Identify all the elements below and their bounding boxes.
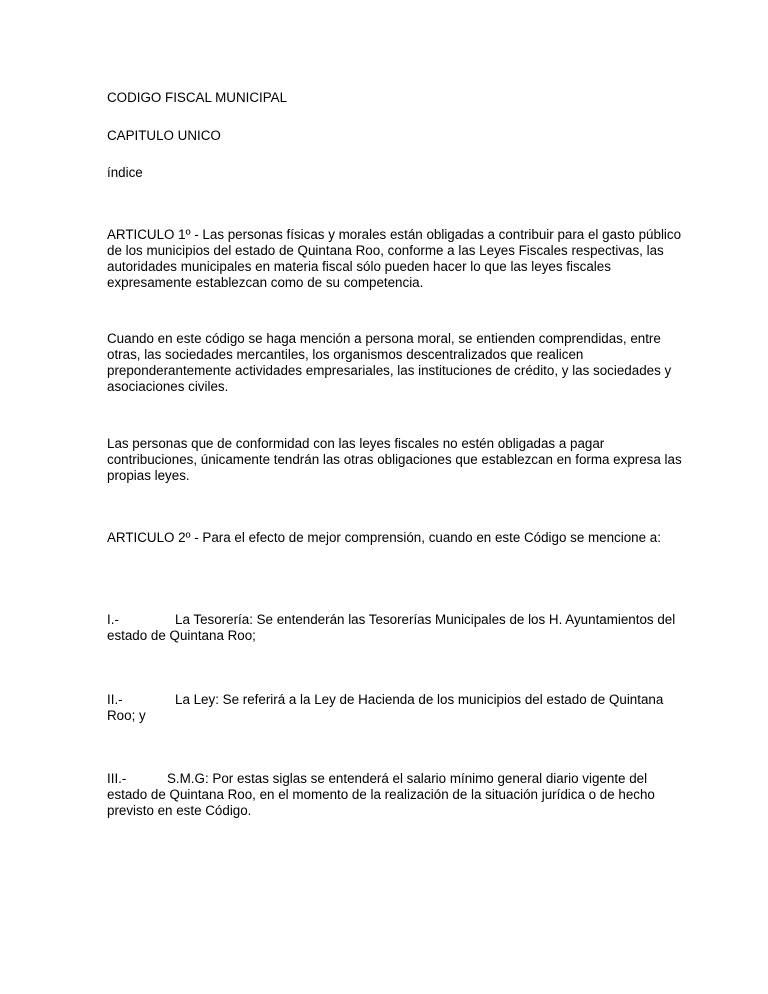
paragraph-article-2: ARTICULO 2º - Para el efecto de mejor comprensión, cuando en este Código se mencione a: bbox=[107, 530, 661, 545]
paragraph-personas-no-obligadas: Las personas que de conformidad con las leyes fiscales no estén obligadas a pagar contribuciones, únicamente tendrán las otras obligaciones que establezcan en forma expresa las propias leyes. bbox=[107, 436, 682, 484]
list-item-number: II.- bbox=[107, 692, 123, 707]
paragraph-article-1: ARTICULO 1º - Las personas físicas y morales están obligadas a contribuir para el gasto público de los municipios del estado de Quintana Roo, conforme a las Leyes Fiscales respectivas, las autoridades municipales en materia fiscal sólo pueden hacer lo que las leyes fiscales expresamente establezcan como de su competencia. bbox=[107, 227, 682, 291]
list-item-text: La Ley: Se referirá a la Ley de Hacienda de los municipios del estado de Quintana Roo; y bbox=[107, 692, 664, 724]
paragraph-persona-moral: Cuando en este código se haga mención a persona moral, se entienden comprendidas, entre otras, las sociedades mercantiles, los organismos descentralizados que realicen preponderantemente actividades empresariales, las instituciones de crédito, y las sociedades y asociaciones civiles. bbox=[107, 331, 672, 395]
list-item-number: I.- bbox=[107, 612, 119, 627]
list-item-1 bbox=[107, 612, 687, 644]
list-item-2 bbox=[107, 692, 687, 724]
index-link[interactable]: índice bbox=[107, 165, 143, 180]
list-item-text: S.M.G: Por estas siglas se entenderá el salario mínimo general diario vigente del estado de Quintana Roo, en el momento de la realización de la situación jurídica o de hecho previsto en este Código. bbox=[107, 771, 655, 819]
list-item-number: III.- bbox=[107, 771, 127, 786]
list-item-3 bbox=[107, 771, 687, 819]
document-title: CODIGO FISCAL MUNICIPAL bbox=[107, 90, 288, 105]
chapter-heading: CAPITULO UNICO bbox=[107, 128, 221, 143]
list-item-text: La Tesorería: Se entenderán las Tesorerías Municipales de los H. Ayuntamientos del estado de Quintana Roo; bbox=[107, 612, 676, 644]
